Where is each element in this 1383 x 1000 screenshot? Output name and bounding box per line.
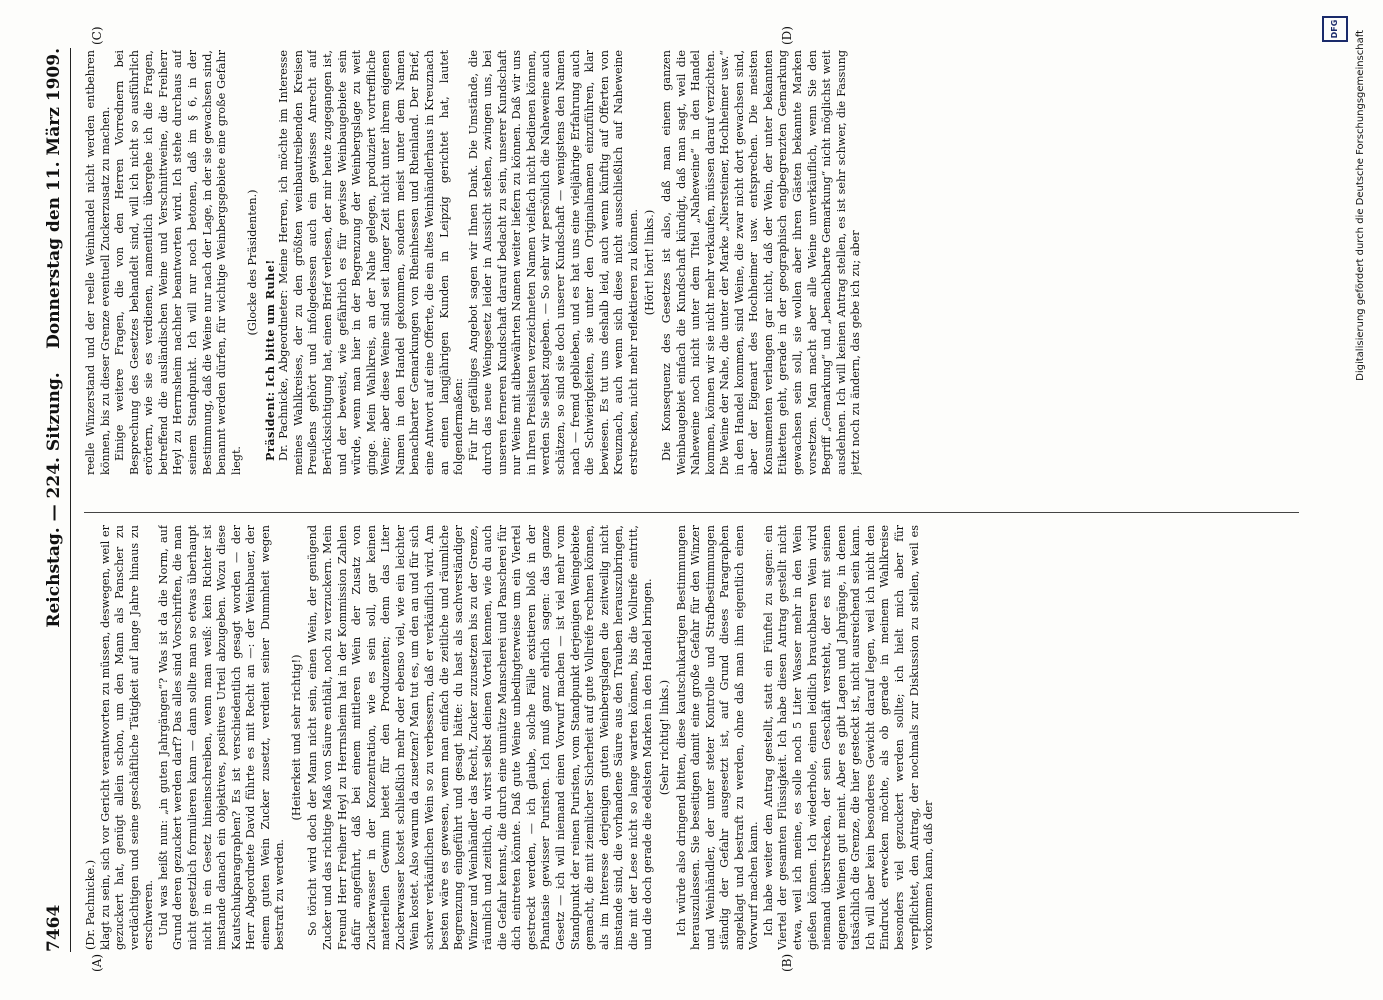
paragraph: Und was heißt nun: „in guten Jahrgängen“? Was ist da die Norm, auf Grund deren gezuckert werden darf? Das alles sind Vorschriften, die man nicht gesetzlich formulieren kann — dann sollte man so etwas überhaupt nicht in ein Gesetz hineinschreiben, wenn man weiß: kein Richter ist imstande danach ein objektives, positives Urteil abzugeben. Wozu diese Kautschukparagraphen? Es ist verschiedentlich gesagt worden — der Herr Abgeordnete David führte es mit Recht an —: der Weinbauer, der einem guten Wein Zucker zusetzt, verdient seiner Dummheit wegen bestraft zu werden. xyxy=(156,525,287,950)
paragraph: Dr. Pachnicke, Abgeordneter: Meine Herren, ich möchte im Interesse meines Wahlkreises, der zu den größten weinbautreibenden Kreisen Preußens gehört und infolgedessen auch ein gewisses Anrecht auf Berücksichtigung hat, einen Brief verlesen, der mir heute zugegangen ist, und der beweist, wie gefährlich es für gewisse Weinbaugebiete sein würde, wenn man hier in der Begrenzung der Weinbergslage zu weit ginge. Mein Wahlkreis, an der Nahe gelegen, produziert vortreffliche Weine; aber diese Weine sind seit langer Zeit nicht unter ihrem eigenen Namen in den Handel gekommen, sondern meist unter dem Namen benachbarter Gemarkungen von Rheinhessen und Rheinland. Der Brief, eine Antwort auf eine Offerte, die ein altes Weinhändlerhaus in Kreuznach an einen langjährigen Kunden in Leipzig gerichtet hat, lautet folgendermaßen: xyxy=(277,50,466,475)
quoted-letter: Für Ihr gefälliges Angebot sagen wir Ihnen Dank. Die Umstände, die durch das neue Weingesetz leider in Aussicht stehen, zwingen uns, bei unseren ferneren Kundschaft darauf bedacht zu sein, unserer Kundschaft nur Weine mit altbewährten Namen weiter liefern zu können. Daß wir uns in Ihren Preislisten verzeichneten Namen vielfach nicht bedienen können, werden Sie selbst zugeben. — So sehr wir persönlich die Naheweine auch schätzen, so sind sie doch unserer Kundschaft — wenigstens den Namen nach — fremd geblieben, und es hat uns eine vieljährige Erfahrung auch die Schwierigkeiten, sie unter den Originalnamen einzuführen, klar bewiesen. Es tut uns deshalb leid, auch wenn künftig auf Offerten von Kreuznach, auch wenn sich diese nicht ausschließlich auf Naheweine erstrecken, nicht mehr reflektieren zu können. xyxy=(466,50,640,475)
dfg-logo: DFG xyxy=(1322,16,1348,42)
interjection: (Hört! hört! links.) xyxy=(643,209,657,316)
speaker-note: (Dr. Pachnicke.) xyxy=(84,859,97,950)
column-divider xyxy=(84,512,1299,513)
left-column xyxy=(84,525,1299,950)
paragraph: klagt zu sein, sich vor Gericht verantworten zu müssen, deswegen, weil er gezuckert hat, genügt allein schon, um den Mann als Panscher zu verdächtigen und seine geschäftliche Tätigkeit auf lange Jahre hinaus zu erschweren. xyxy=(98,525,156,950)
margin-marker-b: (B) xyxy=(780,953,794,972)
paragraph: reelle Winzerstand und der reelle Weinhandel nicht werden entbehren können, bis zu dieser Grenze eventuell Zuckerzusatz zu machen. xyxy=(84,50,112,475)
interjection: (Glocke des Präsidenten.) xyxy=(246,189,260,336)
paragraph: Ich habe weiter den Antrag gestellt, statt ein Fünftel zu sagen: ein Viertel der gesamten Flüssigkeit. Ich habe diesen Antrag gestellt nicht etwa, weil ich meine, es solle noch 5 Liter Wasser mehr in den Wein gießen können. Ich wiederhole, einen leidlich brauchbaren Wein wird niemand überstrecken, der sein Geschäft versteht, der es mit seinen eigenen Weinen gut meint. Aber es gibt Lagen und Jahrgänge, in denen tatsächlich die Grenze, die hier gesteckt ist, nicht ausreichend sein kann. Ich will aber kein besonderes Gewicht darauf legen, weil ich nicht den Eindruck erwecken möchte, als ob gerade in meinem Wahlkreise besonders viel gezuckert werden sollte; ich hielt mich aber für verpflichtet, den Antrag, der nochmals zur Diskussion zu stellen, weil es vorkommen kann, daß der xyxy=(761,525,936,950)
paragraph: So töricht wird doch der Mann nicht sein, einen Wein, der genügend Zucker und das richtige Maß von Säure enthält, noch zu verzuckern. Mein Freund Herr Freiherr Heyl zu Herrnsheim hat in der Kommission Zahlen dafür angeführt, daß bei einem mittleren Wein der Zusatz von Zuckerwasser in der Konzentration, wie es sein soll, gar keinen materiellen Gewinn bietet für den Produzenten; denn das Liter Zuckerwasser kostet schließlich mehr oder ebenso viel, wie ein leichter Wein kostet. Also warum da zusetzen? Man tut es, um den an und für sich schwer verkäuflichen Wein so zu verbessern, daß er verkäuflich wird. Am besten wäre es gewesen, wenn man einfach die zeitliche und räumliche Begrenzung eingeführt und gesagt hätte: du hast als sachverständiger Winzer und Weinhändler das Recht, Zucker zuzusetzen bis zu der Grenze, räumlich und zeitlich, du wirst selbst deinen Vorteil kennen, wie du auch die Gefahr kennst, die durch eine unnütze Manscherei und Panscherei für dich eintreten könnte. Daß gute Weine unbedingterweise um ein Viertel gestreckt werden, — ich glaube, solche Fälle existieren bloß in der Phantasie gewisser Puristen. Ich muß ganz ehrlich sagen: das ganze Gesetz — ich will niemand einen Vorwurf machen — ist viel mehr vom Standpunkt der reinen Puristen, vom Standpunkt derjenigen Weingebiete gemacht, die mit ziemlicher Sicherheit auf gute Vollreife rechnen können, als im Interesse derjenigen guten Weinbergslagen die zeitweilig nicht imstande sind, die vorhandene Säure aus den Trauben herauszubringen, die mit der Lese nicht so lange warten können, bis die Vollreife eintritt, und die doch gerade die edelsten Marken in den Handel bringen. xyxy=(306,525,655,950)
right-column xyxy=(84,50,1299,475)
margin-marker-c: (C) xyxy=(90,26,104,45)
margin-marker-d: (D) xyxy=(780,26,794,45)
paragraph: Ich würde also dringend bitten, diese kautschukartigen Bestimmungen herauszulassen. Sie beseitigen damit eine große Gefahr für den Winzer und Weinhändler, der unter steter Kontrolle und Strafbestimmungen ständig der Gefahr ausgesetzt ist, auf Grund dieses Paragraphen angeklagt und bestraft zu werden, ohne daß man ihm eigentlich einen Vorwurf machen kann. xyxy=(674,525,761,950)
president-statement: Präsident: Ich bitte um Ruhe! xyxy=(262,259,277,461)
session-title: Reichstag. — 224. Sitzung. xyxy=(44,372,64,628)
session-date: Donnerstag den 11. März 1909. xyxy=(44,48,64,349)
digitization-credit: Digitalisierung gefördert durch die Deutsche Forschungsgemeinschaft xyxy=(1355,30,1366,381)
margin-marker-a: (A) xyxy=(90,953,104,972)
interjection: (Heiterkeit und sehr richtig!) xyxy=(289,654,303,821)
paragraph: Die Konsequenz des Gesetzes ist also, daß man einem ganzen Weinbaugebiet einfach die Kundschaft kündigt, daß man sagt, weil die Naheweine noch nicht unter dem Titel „Naheweine“ in den Handel kommen, können wir sie nicht mehr verkaufen, müssen darauf verzichten. Die Weine der Nahe, die unter der Marke „Niersteiner, Hochheimer usw.“ in den Handel kommen, sind Weine, die zwar nicht dort gewachsen sind, aber der Eigenart des Hochheimer usw. entsprechen. Die meisten Konsumenten verlangen gar nicht, daß der Wein, der unter bekannten Etiketten geht, gerade in der geographisch engbegrenzten Gemarkung gewachsen sein soll, sie wollen aber ihren Gästen bekannte Marken vorsetzen. Man macht aber alle Weine unverkäuflich, wenn Sie den Begriff „Gemarkung“ und „benachbarte Gemarkung“ nicht möglichst weit ausdehnen. Ich will keinen Antrag stellen, es ist sehr schwer, die Fassung jetzt noch zu ändern, das gebe ich zu; aber xyxy=(659,50,863,475)
page-number: 7464 xyxy=(44,904,64,952)
page-header xyxy=(40,48,71,952)
paragraph: Einige weitere Fragen, die von den Herren Vorrednern bei Besprechung des Gesetzes behandelt sind, will ich nicht so ausführlich erörtern, wie sie es verdienen, namentlich übergehe ich die Fragen, betreffend die ausländischen Weine und Verschnittweine, die Freiherr Heyl zu Herrnsheim nachher beantworten wird. Ich stehe durchaus auf seinem Standpunkt. Ich will nur noch betonen, daß im § 6, in der Bestimmung, daß die Weine nur nach der Lage, in der sie gewachsen sind, benannt werden dürfen, für wichtige Weinbergsgebiete eine große Gefahr liegt. xyxy=(113,50,243,475)
interjection: (Sehr richtig! links.) xyxy=(657,679,671,796)
